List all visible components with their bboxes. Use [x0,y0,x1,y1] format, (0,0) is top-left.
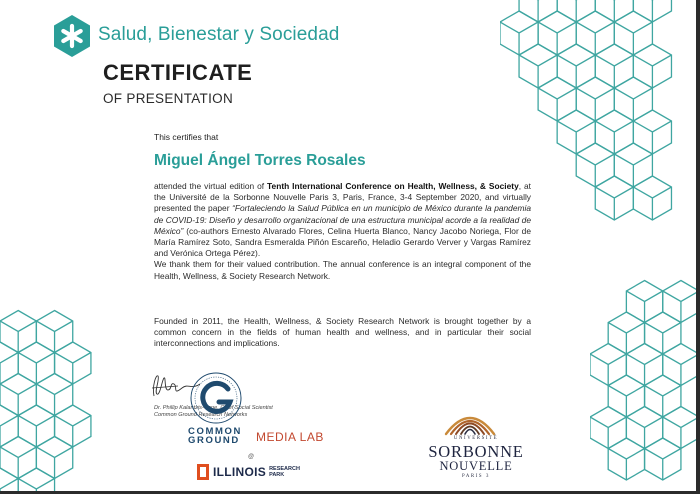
cube-edges [538,22,576,55]
body-venue: , at the Université de la Sorbonne Nouvelle Paris 3, Paris, France, 3-4 September 2020, and virtually presented the paper [154,181,532,214]
cube-edges [614,22,652,55]
at-symbol: @ [248,454,255,460]
conference-name: Tenth International Conference on Health, Wellness, & Society [267,181,519,191]
cube-edges [538,88,576,121]
body-coauthors: (co-authors Ernesto Alvarado Flores, Celina Huerta Blanco, Nancy Jacobo Noriega, Flor de María Ramírez Soto, Sandra Esmeralda Piñón Escareño, Heladio Gerardo Verver y Vargas Ramírez and Verónica Ortega Pérez). [154,225,531,259]
cube-edges [633,121,671,154]
cube-edges [595,55,633,88]
cube-edges [576,154,614,187]
cube-edges [608,386,644,418]
certificate-title: CERTIFICATE [103,60,253,85]
thanks-paragraph: We thank them for their valued contribution. The annual conference is an integral component of the Health, Wellness, & Society Research Network. [154,259,531,281]
sorbonne-nouvelle: NOUVELLE [439,459,513,473]
hexagon-star-icon [52,14,92,58]
signatory-organization: Common Ground Research Networks [154,412,248,418]
certificate-body [154,181,531,282]
media-lab-label: MEDIA LAB [256,430,324,444]
cube-edges [0,479,18,494]
illinois-name: ILLINOIS [213,465,267,479]
cube-edges [595,121,633,154]
founded-paragraph: Founded in 2011, the Health, Wellness, & Society Research Network is brought together by a common concern in the fields of human health and wellness, and in particular their social interconnections and implications. [154,316,531,349]
cube-edges [590,417,626,449]
illinois-research-park-logo [197,464,300,480]
cube-outline [0,342,18,384]
cube-edges [0,384,36,416]
sorbonne-name: SORBONNE [428,442,524,461]
cube-edges [633,0,671,22]
sorbonne-universite: UNIVERSITÉ [453,436,499,441]
sorbonne-emblem-icon [440,402,500,436]
cube-edges [36,321,72,353]
cube-edges [608,449,644,481]
cube-edges [18,353,54,385]
body-intro: attended the virtual edition of [154,181,268,191]
common-ground-line2: GROUND [188,435,240,446]
cube-edges [0,321,36,353]
cube-edges [595,187,633,220]
cube-pattern-bottom-right [590,270,700,494]
cube-edges [663,354,699,386]
cube-edges [663,291,699,323]
cube-edges [576,88,614,121]
sorbonne-paris: PARIS 3 [462,474,490,479]
recipient-name: Miguel Ángel Torres Rosales [154,152,366,169]
cube-edges [576,22,614,55]
cube-outline [0,405,18,447]
cube-edges [18,479,54,494]
cube-edges [590,354,626,386]
cube-edges [557,0,595,22]
cube-edges [557,121,595,154]
research-park-label: RESEARCH PARK [269,466,300,478]
cube-edges [500,22,538,55]
cube-edges [18,416,54,448]
common-ground-line1: COMMON [188,426,242,437]
cube-edges [633,55,671,88]
cube-edges [519,55,557,88]
signatory-name: Dr. Phillip Kalantzis-Cope, Chief Social Scientist [154,405,273,411]
paper-title: “Fortaleciendo la Salud Pública en un municipio de México durante la pandemia de COVID-19: Diseño y desarrollo organizacional de una estructura municipal acorde a la realidad de México” [154,203,531,236]
cube-edges [663,417,699,449]
illinois-block-i-icon [197,464,209,480]
cube-outline [0,468,18,494]
brand-name: Salud, Bienestar y Sociedad [98,24,340,45]
brand-logo [52,14,92,58]
cube-edges [36,384,72,416]
cube-edges [614,154,652,187]
cube-edges [595,0,633,22]
cube-edges [36,447,72,479]
cube-edges [645,386,681,418]
certificate-subtitle: OF PRESENTATION [103,91,234,106]
cube-edges [614,88,652,121]
cube-edges [0,447,36,479]
certifies-text: This certifies that [154,132,219,142]
cube-edges [645,323,681,355]
cube-edges [626,417,662,449]
cube-edges [55,353,91,385]
cube-edges [626,354,662,386]
cube-edges [557,55,595,88]
cube-edges [633,187,671,220]
cube-edges [519,0,557,22]
common-ground-text [188,427,242,445]
cube-edges [645,449,681,481]
cube-edges [55,416,91,448]
cube-edges [626,291,662,323]
cube-pattern-bottom-left [0,300,140,494]
cube-edges [608,323,644,355]
